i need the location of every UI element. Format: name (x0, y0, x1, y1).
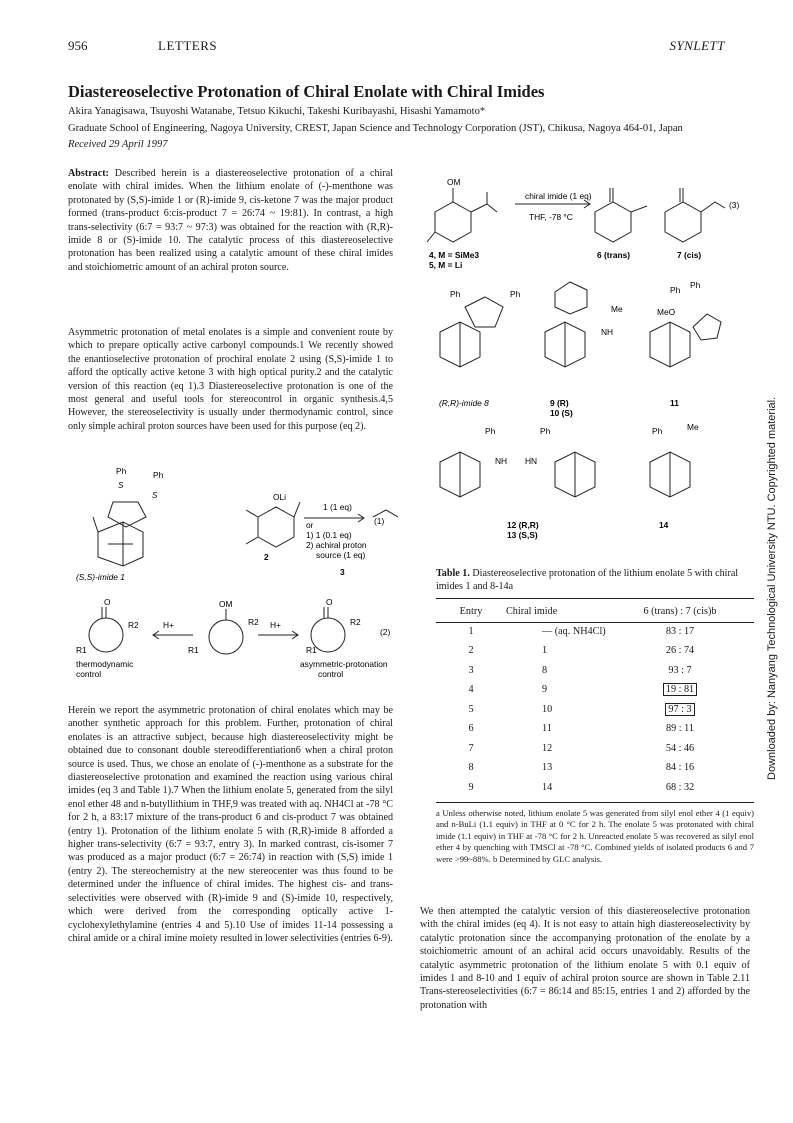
ratio-cell: 89 : 11 (666, 723, 694, 735)
eq2-o-left: O (104, 597, 111, 607)
abstract-text: Described herein is a diastereoselective protonation of a chiral enolate with chiral imides. When the lithium enolate of (-)-menthone was protonated by (S,S)-imide 1 or (R)-imide 9, cis-ketone 7 was the major product formed (trans-product 6:cis-product 7 = 26:74 ~ 19:81). In contrast, a high trans-selectivity (6:7 = 93:7 ~ 97:3) was obtained for the reaction with (R,R)-imide 8 or (S)-imide 10. The catalytic process of this diastereoselective protonation has been realized using a catalytic amount of these chiral imides and stoichiometric amount of an achiral proton source. (68, 168, 393, 273)
eq1-ph-1: Ph (116, 466, 127, 476)
abstract-label: Abstract: (68, 168, 109, 179)
article-title: Diastereoselective Protonation of Chiral Enolate with Chiral Imides (68, 82, 545, 101)
eq2-om: OM (219, 599, 233, 609)
s8-ph-1: Ph (450, 289, 461, 299)
table-1-grid (436, 602, 754, 797)
eq2-r1-left: R1 (76, 645, 87, 655)
imide-cell: 13 (542, 762, 553, 774)
eq1-compound-2: 2 (264, 552, 269, 562)
eq2-hplus-right: H+ (270, 620, 281, 630)
structure-11-label: 11 (670, 398, 679, 408)
eq2-thermo-1: thermodynamic (76, 659, 134, 669)
table-1-header-rule (436, 622, 754, 623)
ratio-cell: 84 : 16 (665, 762, 695, 774)
eq1-oli: OLi (273, 492, 287, 502)
table-row (436, 778, 754, 798)
abstract (68, 167, 393, 274)
paragraph-1 (68, 326, 393, 433)
table-1-caption-text: Diastereoselective protonation of the lithium enolate 5 with chiral imides 1 and 8-14a (436, 568, 739, 592)
journal-name: SYNLETT (669, 38, 725, 53)
table-row (436, 622, 754, 642)
eq1-ph-2: Ph (153, 470, 164, 480)
s14-me: Me (687, 422, 699, 432)
s12-ph-2: Ph (540, 426, 551, 436)
entry-cell: 3 (468, 664, 474, 676)
eq1-reagent-4: source (1 eq) (316, 550, 366, 560)
authors: Akira Yanagisawa, Tsuyoshi Watanabe, Tetsuo Kikuchi, Takeshi Kuribayashi, Hisashi Yamamoto* (68, 106, 486, 117)
eq1-reagent-3: 2) achiral proton (306, 540, 367, 550)
s9-me: Me (611, 304, 623, 314)
table-1-footnote-text: a Unless otherwise noted, lithium enolate 5 was generated from silyl enol ether 4 (1 equiv) and n-BuLi (1.1 equiv) in THF at 0 °C for 2 h. The enolate 5 was protonated with chiral imide (1.1 equiv) in THF at -78 °C for 2 h. Unreacted enolate 5 was recovered as silyl enol ether 4 by quenching with TMSCl at -78 °C. Combined yields of isolated products 6 and 7 were >99~88%. b Determined by GLC analysis. (436, 808, 754, 864)
imide-cell: 8 (542, 664, 548, 676)
eq2-r2-mid: R2 (248, 617, 259, 627)
eq3-conditions: THF, -78 °C (529, 212, 573, 222)
table-1-header-row (436, 602, 754, 622)
ratio-cell: 68 : 32 (665, 781, 695, 793)
table-row (436, 739, 754, 759)
table-row (436, 661, 754, 681)
eq1-s-2: S (152, 491, 158, 500)
equation-2-scheme (68, 595, 398, 680)
entry-cell: 7 (468, 742, 474, 754)
eq2-number: (2) (380, 627, 391, 637)
table-row (436, 641, 754, 661)
eq2-r2-right: R2 (350, 617, 361, 627)
structure-8-label: (R,R)-imide 8 (439, 398, 489, 408)
table-row (436, 700, 754, 720)
affiliation: Graduate School of Engineering, Nagoya University, CREST, Japan Science and Technology Corporation (JST), Chikusa, Nagoya 464-01, Japan (68, 123, 683, 134)
highlighted-ratio: 19 : 81 (663, 683, 697, 696)
table-1-footnote (436, 808, 754, 865)
s9-nh: NH (601, 327, 614, 337)
imide-cell: 11 (542, 723, 552, 735)
entry-cell: 2 (468, 645, 474, 657)
structure-9-label: 9 (R) (550, 398, 569, 408)
table-row (436, 758, 754, 778)
entry-cell: 5 (468, 703, 474, 715)
imide-cell: 10 (542, 703, 553, 715)
highlighted-ratio: 97 : 3 (665, 703, 694, 716)
ratio-cell (606, 700, 754, 720)
table-1 (436, 602, 754, 797)
structure-13-label: 13 (S,S) (507, 530, 538, 540)
eq1-compound-3: 3 (340, 567, 345, 577)
table-row (436, 719, 754, 739)
equation-3-drawing (425, 172, 745, 567)
table-1-top-rule (436, 598, 754, 599)
eq3-om: OM (447, 177, 461, 187)
imide-cell: 9 (542, 684, 548, 696)
section-name: LETTERS (158, 38, 218, 53)
eq3-reagent: chiral imide (1 eq) (525, 191, 592, 201)
eq1-reagent-1: 1 (1 eq) (323, 502, 352, 512)
equation-3-structures (425, 172, 745, 567)
table-row (436, 680, 754, 700)
entry-cell: 1 (468, 625, 474, 637)
eq2-asym-1: asymmetric-protonation (300, 659, 388, 669)
equation-1-drawing (68, 462, 398, 584)
equation-2-drawing (68, 595, 398, 680)
imide-cell: 1 (542, 645, 548, 657)
paragraph-3-text: We then attempted the catalytic version of this diastereoselective protonation with the chiral imides (eq 4). It is not easy to attain high diastereoselectivity by catalytic protonation since the accompanying protonation of the enolate by a stoichiometric amount of an achiral acid occurs unavoidably. Results of the catalytic asymmetric protonation of the lithium enolate 5 with 0.1 equiv of imides 1 and 8-10 and 1 equiv of achiral proton source are shown in Table 2.11 Trans-stereoselectivities (6:7 = 86:14 and 85:15, entries 1 and 2) afforded by the protonation with (420, 906, 750, 1011)
table-1-caption (436, 568, 754, 593)
download-sidebar (766, 380, 788, 780)
s11-ph-2: Ph (690, 280, 701, 290)
table-1-caption-label: Table 1. (436, 568, 470, 579)
s11-meo: MeO (657, 307, 676, 317)
imide-cell: 12 (542, 742, 553, 754)
eq2-r2-left: R2 (128, 620, 139, 630)
equation-1-scheme (68, 462, 398, 584)
structure-10-label: 10 (S) (550, 408, 573, 418)
eq2-o-right: O (326, 597, 333, 607)
structure-14-label: 14 (659, 520, 669, 530)
received-date: Received 29 April 1997 (68, 139, 168, 150)
s12-hn: HN (525, 456, 538, 466)
eq3-product-6: 6 (trans) (597, 250, 631, 260)
page-number: 956 (68, 38, 88, 53)
paragraph-2-text: Herein we report the asymmetric protonation of chiral enolates which may be another synthetic approach for this problem. Further, protonation of chiral enolates is an attractive subject, because high diastereoselectivity might be obtained due to consonant double stereodifferentiation6 when a chiral proton source is used. Thus, we chose an enolate of (-)-menthone as a substrate for the diastereoselective protonation and examined the reaction using various chiral imides (eq 3 and Table 1).7 When the lithium enolate 5, generated from the silyl enol ether 48 and n-butyllithium in THF,9 was treated with aq. NH4Cl at -78 °C for 2 h, a 83:17 mixture of the trans-product 6 and cis-product 7 was obtained (entry 1). Protonation of the lithium enolate 5 with (R,R)-imide 8 afforded a higher trans-selectivity (6:7 = 93:7, entry 3). In marked contrast, cis-isomer 7 was produced as a major product (6:7 = 26:74) in reaction with (S,S) imide 1 (entry 2). The stereochemistry at the new stereocenter was thus found to be determined under the influence of chiral imides. The highest cis- and trans-selectivities were observed with (R)-imide 9 and (S)-imide 10, respectively, which were derived from the corresponding optically active 1-cyclohexylethylamine (entries 4 and 5).10 Use of imides 11-14 possessing a chiral amide or a chiral imine moiety resulted in lower selectivities (entries 6-9). (68, 705, 393, 944)
ratio-cell: 83 : 17 (665, 625, 695, 637)
eq1-or: or (306, 520, 314, 530)
eq1-reagent-2: 1) 1 (0.1 eq) (306, 530, 352, 540)
imide-cell: 14 (542, 781, 553, 793)
table-header: Chiral imide (506, 606, 558, 618)
table-header: Entry (459, 606, 483, 618)
eq1-s-1: S (118, 481, 124, 490)
s14-ph: Ph (652, 426, 663, 436)
ratio-cell: 93 : 7 (668, 664, 692, 676)
s12-ph-1: Ph (485, 426, 496, 436)
ratio-cell: 26 : 74 (665, 645, 695, 657)
entry-cell: 8 (468, 762, 474, 774)
s12-nh: NH (495, 456, 508, 466)
eq2-thermo-2: control (76, 669, 102, 679)
table-1-bottom-rule (436, 802, 754, 803)
paragraph-2 (68, 704, 393, 945)
ratio-cell (606, 680, 754, 700)
entry-cell: 4 (468, 684, 474, 696)
eq2-asym-2: control (318, 669, 344, 679)
eq2-r1-mid: R1 (188, 645, 199, 655)
entry-cell: 9 (468, 781, 474, 793)
eq2-hplus-left: H+ (163, 620, 174, 630)
s11-ph-1: Ph (670, 285, 681, 295)
eq3-product-7: 7 (cis) (677, 250, 702, 260)
eq3-number: (3) (729, 200, 740, 210)
s8-ph-2: Ph (510, 289, 521, 299)
eq1-number: (1) (374, 516, 385, 526)
download-sidebar-text: Downloaded by: Nanyang Technological University NTU. Copyrighted material. (766, 396, 778, 780)
eq3-compound-5: 5, M = Li (429, 260, 463, 270)
paragraph-1-text: Asymmetric protonation of metal enolates is a simple and convenient route by which to prepare optically active carbonyl compounds.1 We recently showed the enantioselective protonation of prochiral enolate 2 using (S,S)-imide 1 to afford the optically active ketone 3 with high optical purity.2 and the catalytic version of this reaction (eq 1).3 Diastereoselective protonation is one of the most general and useful tools for stereocontrol in organic synthesis.4,5 However, the stereoselectivity is usually under thermodynamic control, since only simple achiral proton sources have been used for this purpose (eq 2). (68, 327, 393, 432)
imide-cell: — (aq. NH4Cl) (542, 625, 606, 637)
eq3-compound-4: 4, M = SiMe3 (429, 250, 480, 260)
eq2-r1-right: R1 (306, 645, 317, 655)
entry-cell: 6 (468, 723, 474, 735)
ratio-cell: 54 : 46 (665, 742, 695, 754)
paragraph-3 (420, 905, 750, 1012)
eq1-imide-label: (S,S)-imide 1 (76, 572, 125, 582)
table-header: 6 (trans) : 7 (cis)b (643, 606, 717, 618)
structure-12-label: 12 (R,R) (507, 520, 539, 530)
